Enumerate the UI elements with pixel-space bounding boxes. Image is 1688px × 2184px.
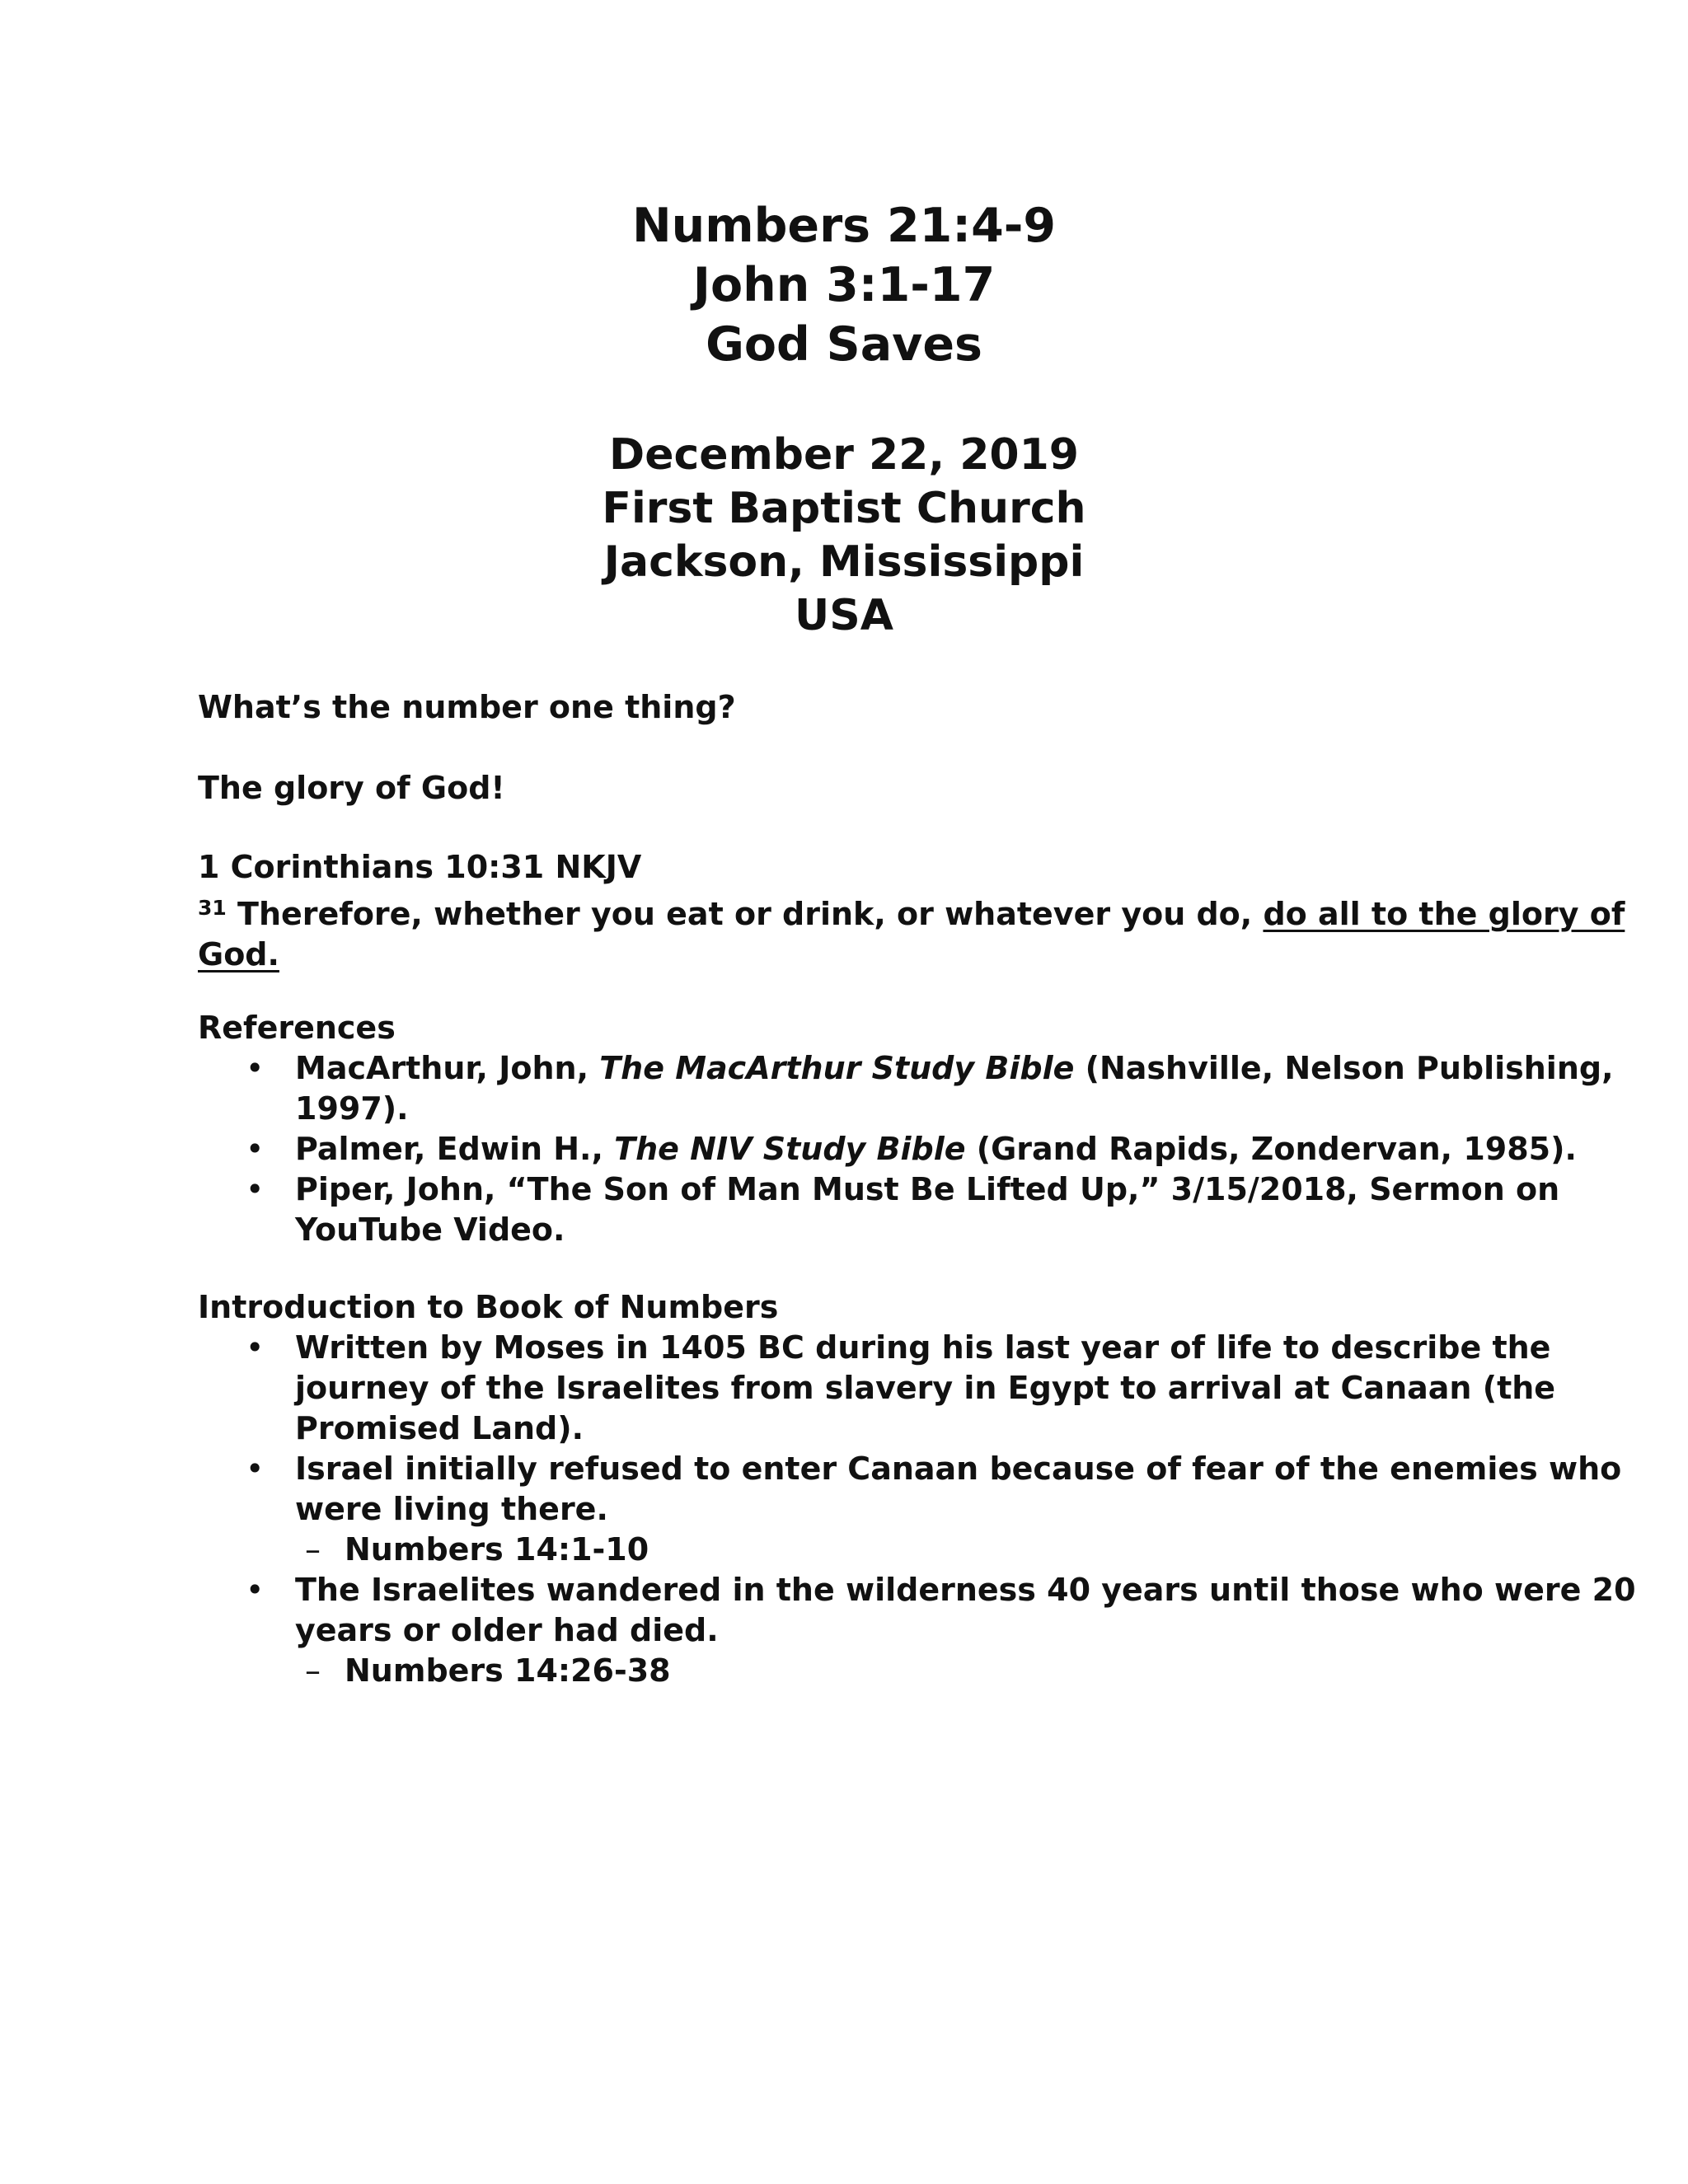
bullet-icon: • <box>246 1131 265 1167</box>
bullet-icon: • <box>246 1050 265 1086</box>
verse-text: Therefore, whether you eat or drink, or whatever you do, <box>226 896 1264 932</box>
bullet-icon: • <box>246 1572 265 1608</box>
list-item: • Piper, John, “The Son of Man Must Be Lifted Up,” 3/15/2018, Sermon on YouTube Video. <box>246 1171 1560 1248</box>
scripture-verse-line-2 <box>198 935 1500 975</box>
reference-book-title: The MacArthur Study Bible <box>599 1050 1075 1086</box>
sub-list-item: – Numbers 14:1-10 <box>295 1530 1500 1570</box>
scripture-reference: 1 Corinthians 10:31 NKJV <box>198 849 642 885</box>
intro-section <box>198 1287 1636 1691</box>
references-list <box>198 1048 1614 1250</box>
intro-heading: Introduction to Book of Numbers <box>198 1289 779 1325</box>
title-passage-2: John 3:1-17 <box>692 258 996 312</box>
dash-icon: – <box>305 1652 321 1689</box>
verse-underlined-text-1: do all to the glory of <box>1263 896 1625 932</box>
bullet-icon: • <box>246 1329 265 1366</box>
dash-icon: – <box>305 1531 321 1568</box>
church-name: First Baptist Church <box>602 484 1086 533</box>
sub-list <box>295 1530 1500 1570</box>
church-country: USA <box>795 591 893 640</box>
verse-number: 31 <box>198 896 227 920</box>
title-passage-1: Numbers 21:4-9 <box>631 199 1057 253</box>
scripture-verse-line-1 <box>198 888 1625 935</box>
list-item: • The Israelites wandered in the wilderness 40 years until those who were 20 years or older had died. – Numbers 14:26-38 <box>198 1570 1500 1691</box>
list-item: • Written by Moses in 1405 BC during his last year of life to describe the journey of the Israelites from slavery in Egypt to arrival at Canaan (the Promised Land). <box>246 1329 1556 1446</box>
sub-list <box>295 1651 1500 1691</box>
intro-list <box>198 1328 1636 1691</box>
verse-underlined-text-2: God. <box>198 936 279 972</box>
church-city: Jackson, Mississippi <box>603 537 1085 587</box>
sermon-meta-block <box>0 429 1688 643</box>
bullet-icon: • <box>246 1171 265 1207</box>
answer-line: The glory of God! <box>198 770 505 806</box>
question-line: What’s the number one thing? <box>198 689 736 725</box>
references-section <box>198 1008 1614 1250</box>
list-item: • MacArthur, John, The MacArthur Study Bible (Nashville, Nelson Publishing, 1997). <box>246 1050 1614 1127</box>
bullet-icon: • <box>246 1451 265 1487</box>
sermon-title: God Saves <box>706 317 982 372</box>
references-heading: References <box>198 1010 396 1046</box>
sermon-date: December 22, 2019 <box>609 430 1079 480</box>
sermon-title-block <box>0 196 1688 374</box>
sub-list-item: – Numbers 14:26-38 <box>295 1651 1500 1691</box>
reference-book-title: The NIV Study Bible <box>614 1131 966 1167</box>
list-item: • Israel initially refused to enter Canaan because of fear of the enemies who were living there. – Numbers 14:1-10 <box>198 1449 1500 1570</box>
list-item: • Palmer, Edwin H., The NIV Study Bible (Grand Rapids, Zondervan, 1985). <box>198 1129 1500 1169</box>
scripture-block <box>198 847 1625 975</box>
